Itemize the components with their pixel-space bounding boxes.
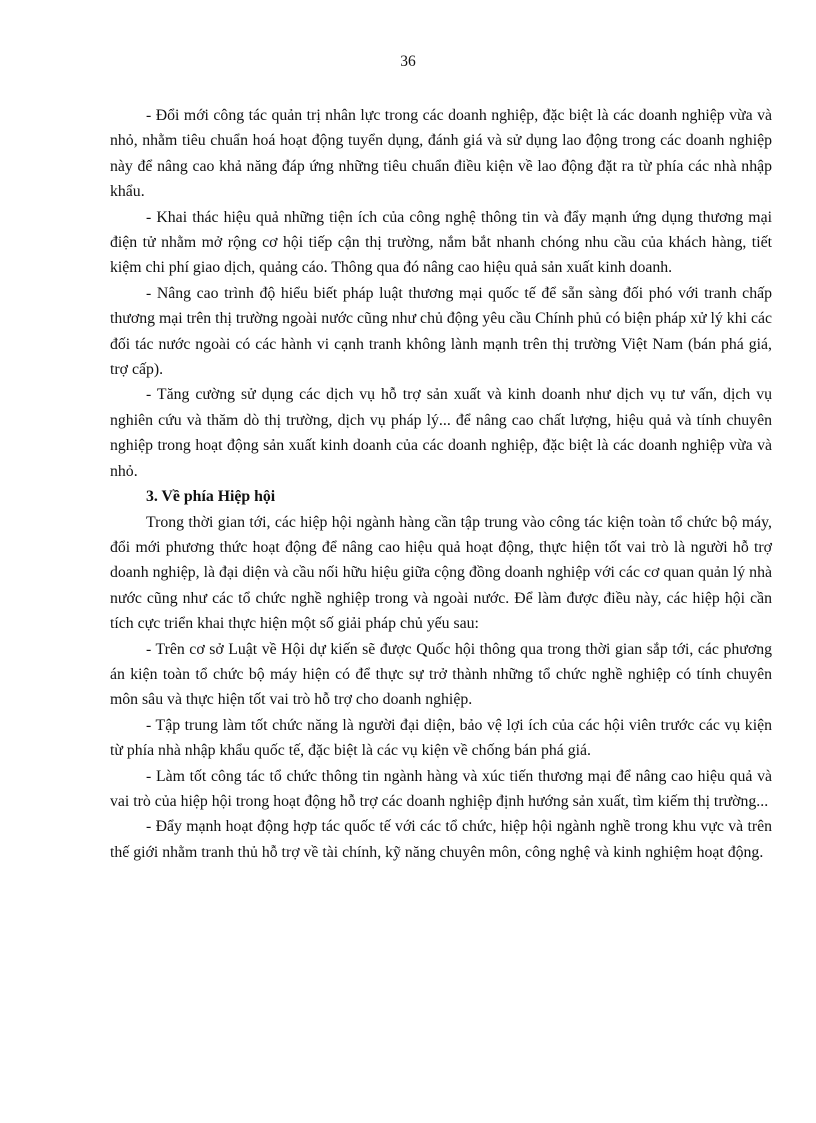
page-number: 36 <box>400 53 416 70</box>
paragraph-trade-promotion: - Làm tốt công tác tổ chức thông tin ngành hàng và xúc tiến thương mại để nâng cao hiệu quả và vai trò của hiệp hội trong hoạt động hỗ trợ các doanh nghiệp định hướng sản xuất, tìm kiếm thị trường... <box>110 767 772 810</box>
document-body <box>110 103 772 865</box>
paragraph-representation: - Tập trung làm tốt chức năng là người đại diện, bảo vệ lợi ích của các hội viên trước các vụ kiện từ phía nhà nhập khẩu quốc tế, đặc biệt là các vụ kiện về chống bán phá giá. <box>110 716 772 760</box>
section-heading: 3. Về phía Hiệp hội <box>146 488 276 506</box>
paragraph-association-law: - Trên cơ sở Luật về Hội dự kiến sẽ được Quốc hội thông qua trong thời gian sắp tới, các phương án kiện toàn tổ chức bộ máy hiện có để thực sự trở thành những tổ chức nghề nghiệp có tính chuyên môn sâu và thực hiện tốt vai trò hỗ trợ cho doanh nghiệp. <box>110 640 772 709</box>
paragraph-it-ecommerce: - Khai thác hiệu quả những tiện ích của công nghệ thông tin và đẩy mạnh ứng dụng thương mại điện tử nhằm mở rộng cơ hội tiếp cận thị trường, nắm bắt nhanh chóng nhu cầu của khách hàng, tiết kiệm chi phí giao dịch, quảng cáo. Thông qua đó nâng cao hiệu quả sản xuất kinh doanh. <box>110 208 772 277</box>
paragraph-international-cooperation: - Đẩy mạnh hoạt động hợp tác quốc tế với các tổ chức, hiệp hội ngành nghề trong khu vực và trên thế giới nhằm tranh thủ hỗ trợ về tài chính, kỹ năng chuyên môn, công nghệ và kinh nghiệm hoạt động. <box>110 818 772 861</box>
paragraph-association-intro: Trong thời gian tới, các hiệp hội ngành hàng cần tập trung vào công tác kiện toàn tổ chức bộ máy, đổi mới phương thức hoạt động để nâng cao hiệu quả hoạt động, thực hiện tốt vai trò là người hỗ trợ doanh nghiệp, là đại diện và cầu nối hữu hiệu giữa cộng đồng doanh nghiệp với các cơ quan quản lý nhà nước cũng như các tổ chức nghề nghiệp trong và ngoài nước. Để làm được điều này, các hiệp hội cần tích cực triển khai thực hiện một số giải pháp chủ yếu sau: <box>110 513 772 633</box>
paragraph-hr-management: - Đổi mới công tác quản trị nhân lực trong các doanh nghiệp, đặc biệt là các doanh nghiệp vừa và nhỏ, nhằm tiêu chuẩn hoá hoạt động tuyển dụng, đánh giá và sử dụng lao động trong các doanh nghiệp này để nâng cao khả năng đáp ứng những tiêu chuẩn điều kiện về lao động đặt ra từ phía các nhà nhập khẩu. <box>110 107 772 201</box>
paragraph-trade-law: - Nâng cao trình độ hiểu biết pháp luật thương mại quốc tế để sẵn sàng đối phó với tranh chấp thương mại trên thị trường ngoài nước cũng như chủ động yêu cầu Chính phủ có biện pháp xử lý khi các đối tác nước ngoài có các hành vi cạnh tranh không lành mạnh trên thị trường Việt Nam (bán phá giá, trợ cấp). <box>110 284 772 379</box>
paragraph-support-services: - Tăng cường sử dụng các dịch vụ hỗ trợ sản xuất và kinh doanh như dịch vụ tư vấn, dịch vụ nghiên cứu và thăm dò thị trường, dịch vụ pháp lý... để nâng cao chất lượng, hiệu quả và tính chuyên nghiệp trong hoạt động sản xuất kinh doanh của các doanh nghiệp, đặc biệt là các doanh nghiệp vừa và nhỏ. <box>110 386 772 480</box>
